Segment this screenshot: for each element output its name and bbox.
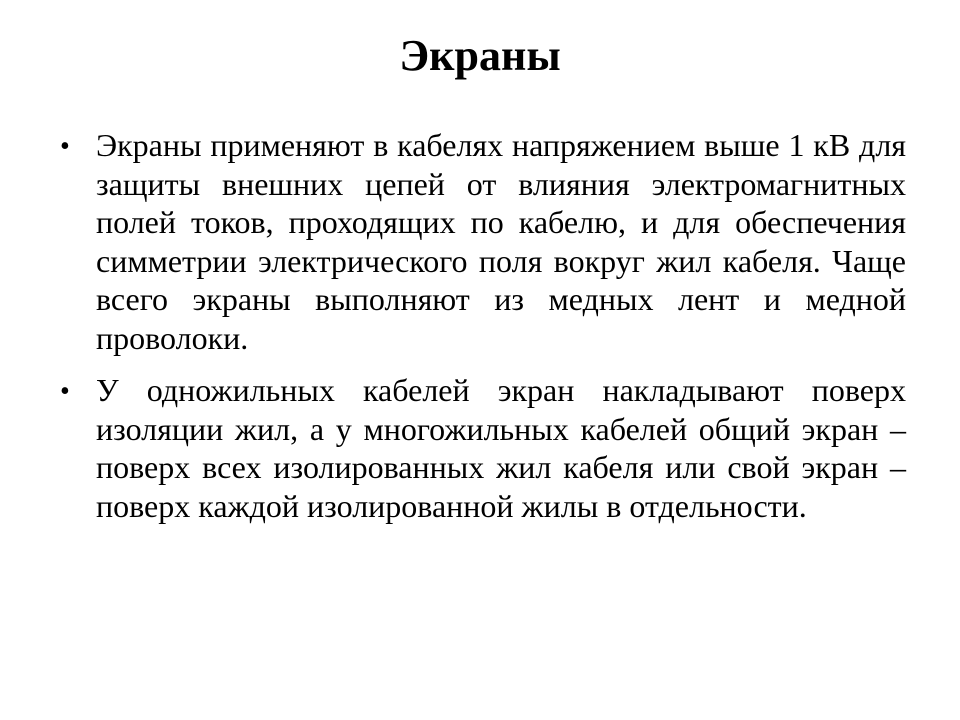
bullet-marker: • bbox=[60, 376, 70, 407]
bullet-text: У одножильных кабелей экран накладывают поверх изоляции жил, а у многожильных кабелей общий экран – поверх всех изолированных жил кабеля или свой экран – поверх каждой изолированной жилы в отдельности. bbox=[96, 372, 906, 524]
bullet-item bbox=[60, 371, 906, 525]
bullet-text: Экраны применяют в кабелях напряжением выше 1 кВ для защиты внешних цепей от влияния электромагнитных полей токов, проходящих по кабелю, и для обеспечения симметрии электрического поля вокруг жил кабеля. Чаще всего экраны выполняют из медных лент и медной проволоки. bbox=[96, 127, 906, 356]
bullet-list bbox=[60, 126, 906, 539]
bullet-marker: • bbox=[60, 131, 70, 162]
bullet-item bbox=[60, 126, 906, 357]
slide-title: Экраны bbox=[399, 31, 561, 80]
